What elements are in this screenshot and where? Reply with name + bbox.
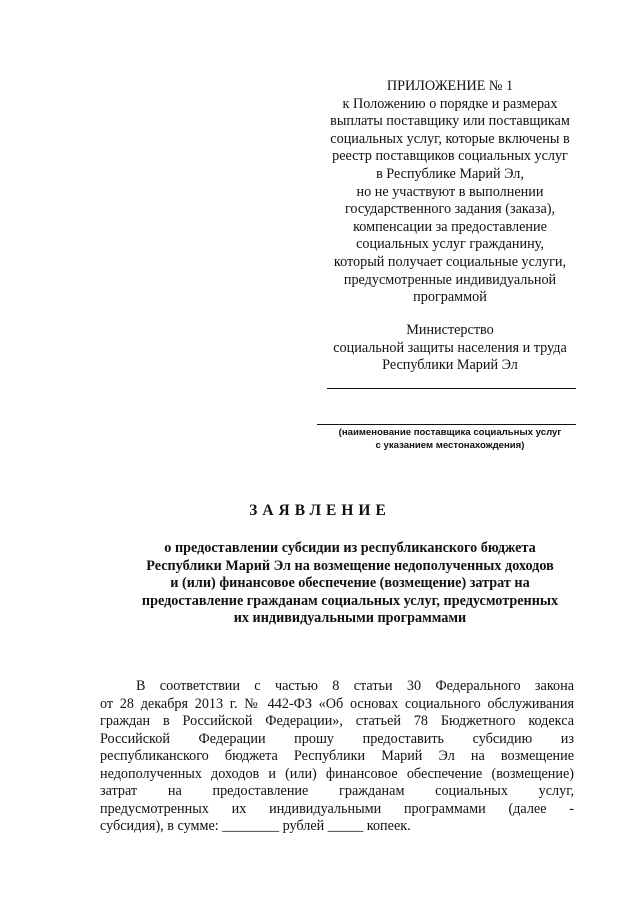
subject-line: о предоставлении субсидии из республиканского бюджета — [164, 540, 536, 556]
addressee-line: Министерство — [406, 322, 494, 338]
subject-line: и (или) финансовое обеспечение (возмещение) затрат на — [170, 575, 530, 592]
supplier-caption-line: с указанием местонахождения) — [375, 439, 525, 451]
appendix-line: государственного задания (заказа), — [344, 201, 556, 218]
appendix-title: ПРИЛОЖЕНИЕ № 1 — [386, 78, 514, 94]
body-line: от 28 декабря 2013 г. № 442-ФЗ «Об основах социального обслуживания — [100, 695, 574, 712]
appendix-line: компенсации за предоставление — [353, 218, 547, 235]
subject-line: их индивидуальными программами — [233, 610, 467, 627]
addressee-line: Республики Марий Эл — [382, 357, 518, 374]
supplier-caption — [320, 427, 580, 452]
application-subject — [90, 540, 610, 628]
document-title: ЗАЯВЛЕНИЕ — [249, 502, 391, 519]
appendix-line: который получает социальные услуги, — [333, 253, 567, 270]
supplier-name-blank-line — [327, 388, 576, 389]
appendix-line: социальных услуг гражданину, — [356, 236, 544, 253]
body-line: В соответствии с частью 8 статьи 30 Федерального закона — [136, 678, 574, 694]
appendix-line: социальных услуг, которые включены в — [330, 130, 570, 147]
application-body — [100, 678, 574, 836]
body-line: недополученных доходов и (или) финансовое обеспечение (возмещение) — [100, 765, 574, 782]
supplier-address-blank-line — [317, 424, 576, 425]
body-line: субсидия), в сумме: ________ рублей _____ копеек. — [100, 818, 411, 834]
appendix-line: программой — [413, 289, 487, 306]
appendix-header — [300, 78, 600, 307]
body-line: затрат на предоставление гражданам социальных услуг, — [100, 783, 574, 799]
body-line: предусмотренных их индивидуальными программами (далее - — [100, 800, 574, 817]
body-line: Российской Федерации прошу предоставить субсидию из — [100, 730, 574, 747]
addressee-line: социальной защиты населения и труда — [333, 339, 567, 356]
body-line: республиканского бюджета Республики Марий Эл на возмещение — [100, 748, 574, 764]
subject-line: предоставление гражданам социальных услуг, предусмотренных — [141, 592, 559, 609]
subject-line: Республики Марий Эл на возмещение недополученных доходов — [146, 557, 554, 574]
appendix-line: в Республике Марий Эл, — [376, 165, 524, 182]
appendix-line: реестр поставщиков социальных услуг — [332, 148, 568, 165]
appendix-line: но не участвуют в выполнении — [356, 183, 544, 200]
appendix-line: предусмотренные индивидуальной — [343, 271, 557, 288]
supplier-caption-line: (наименование поставщика социальных услуг — [338, 427, 562, 438]
body-line: граждан в Российской Федерации», статьей 78 Бюджетного кодекса — [100, 713, 574, 729]
appendix-line: выплаты поставщику или поставщикам — [330, 113, 570, 130]
appendix-line: к Положению о порядке и размерах — [342, 95, 558, 112]
addressee-block — [300, 322, 600, 375]
